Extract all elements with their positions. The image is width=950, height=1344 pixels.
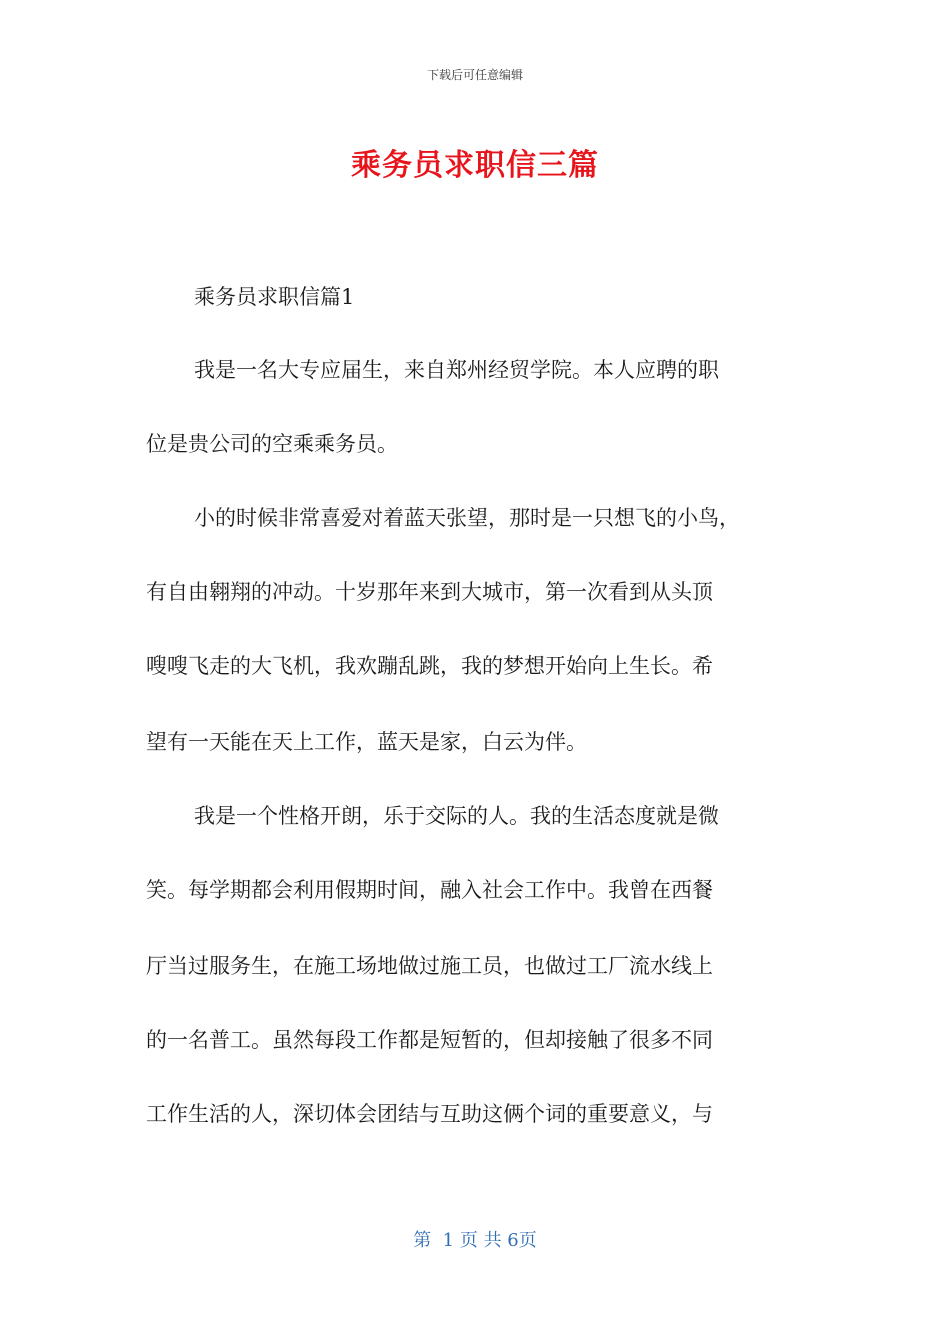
paragraph-line: 嗖嗖飞走的大飞机，我欢蹦乱跳，我的梦想开始向上生长。希 — [146, 654, 713, 678]
paragraph-line: 我是一名大专应届生，来自郑州经贸学院。本人应聘的职 — [194, 358, 719, 382]
paragraph-line: 有自由翱翔的冲动。十岁那年来到大城市，第一次看到从头顶 — [146, 580, 713, 604]
paragraph-line: 的一名普工。虽然每段工作都是短暂的，但却接触了很多不同 — [146, 1028, 713, 1052]
paragraph-line: 我是一个性格开朗，乐于交际的人。我的生活态度就是微 — [194, 804, 719, 828]
paragraph-line: 位是贵公司的空乘乘务员。 — [146, 432, 398, 456]
document-title: 乘务员求职信三篇 — [351, 148, 599, 183]
paragraph-line: 望有一天能在天上工作，蓝天是家，白云为伴。 — [146, 730, 587, 754]
paragraph-line: 厅当过服务生，在施工场地做过施工员，也做过工厂流水线上 — [146, 954, 713, 978]
paragraph-line: 笑。每学期都会利用假期时间，融入社会工作中。我曾在西餐 — [146, 878, 713, 902]
header-note: 下载后可任意编辑 — [426, 68, 523, 82]
paragraph-line: 工作生活的人，深切体会团结与互助这俩个词的重要意义，与 — [146, 1102, 713, 1126]
section-heading: 乘务员求职信篇1 — [194, 285, 355, 309]
page-number: 第 1 页 共 6页 — [413, 1230, 537, 1251]
paragraph-line: 小的时候非常喜爱对着蓝天张望，那时是一只想飞的小鸟， — [194, 506, 740, 530]
